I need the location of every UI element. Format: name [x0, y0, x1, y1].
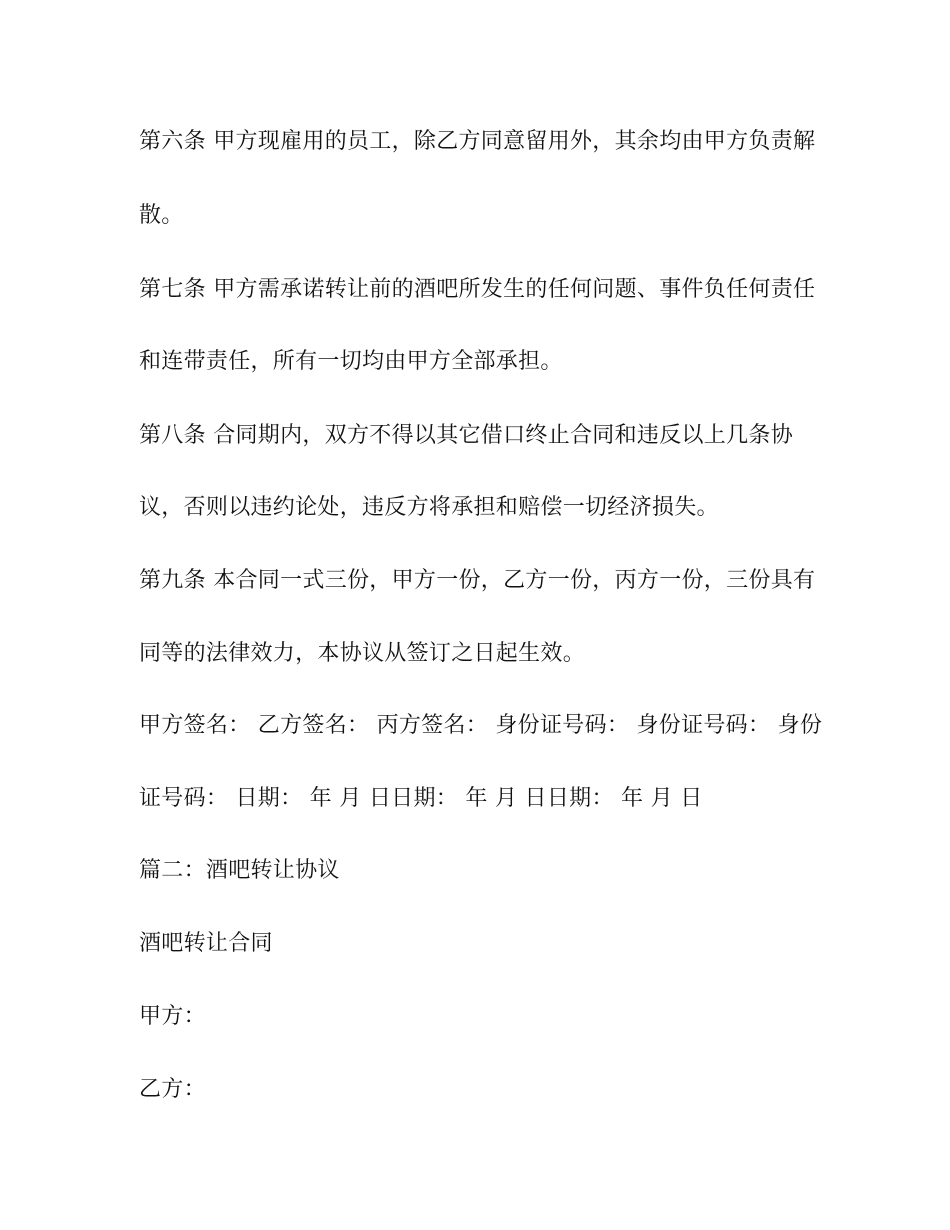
- article-9-line-2: 同等的法律效力，本协议从签订之日起生效。: [139, 641, 586, 666]
- signature-line-1: 甲方签名： 乙方签名： 丙方签名： 身份证号码： 身份证号码： 身份: [139, 713, 823, 738]
- article-6-line-2: 散。: [139, 203, 184, 228]
- article-9-line-1: 第九条 本合同一式三份，甲方一份，乙方一份，丙方一份，三份具有: [139, 568, 816, 593]
- article-6-line-1: 第六条 甲方现雇用的员工，除乙方同意留用外，其余均由甲方负责解: [139, 129, 816, 154]
- signature-line-2: 证号码： 日期： 年 月 日日期： 年 月 日日期： 年 月 日: [139, 786, 703, 811]
- contract-title: 酒吧转让合同: [139, 931, 273, 956]
- party-b-label: 乙方：: [139, 1077, 206, 1102]
- article-8-line-2: 议，否则以违约论处，违反方将承担和赔偿一切经济损失。: [139, 495, 719, 520]
- article-8-line-1: 第八条 合同期内，双方不得以其它借口终止合同和违反以上几条协: [139, 423, 793, 448]
- article-7-line-1: 第七条 甲方需承诺转让前的酒吧所发生的任何问题、事件负任何责任: [139, 277, 816, 302]
- party-a-label: 甲方：: [139, 1004, 206, 1029]
- section-heading: 篇二：酒吧转让协议: [139, 858, 340, 883]
- article-7-line-2: 和连带责任，所有一切均由甲方全部承担。: [139, 349, 563, 374]
